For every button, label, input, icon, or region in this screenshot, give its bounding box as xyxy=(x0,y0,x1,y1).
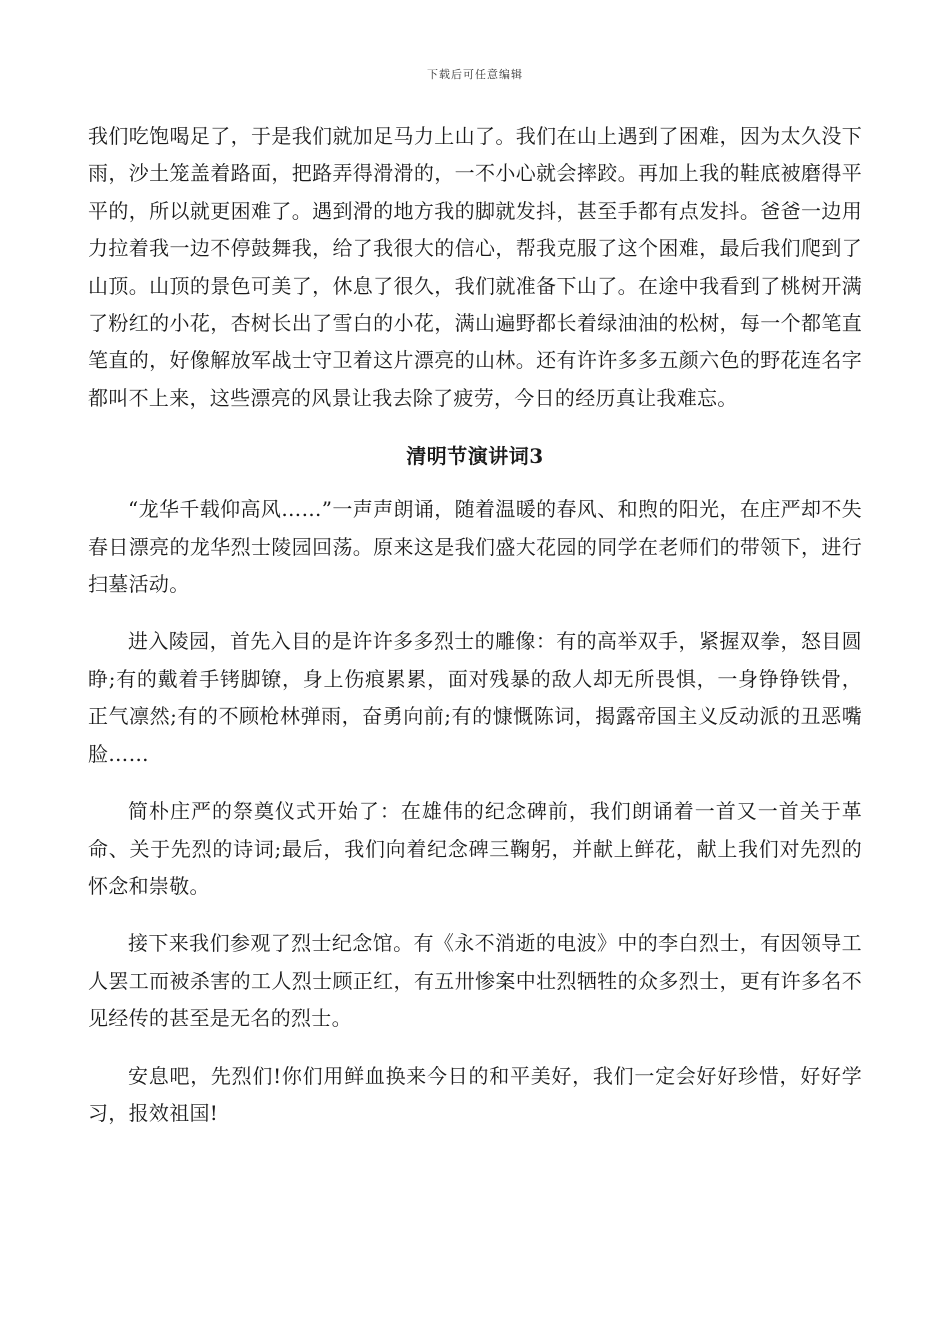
paragraph-3: 简朴庄严的祭奠仪式开始了：在雄伟的纪念碑前，我们朗诵着一首又一首关于革命、关于先烈的诗词;最后，我们向着纪念碑三鞠躬，并献上鲜花，献上我们对先烈的怀念和崇敬。 xyxy=(88,799,862,898)
section-title: 清明节演讲词3 xyxy=(406,444,544,469)
intro-paragraph: 我们吃饱喝足了，于是我们就加足马力上山了。我们在山上遇到了困难，因为太久没下雨，沙土笼盖着路面，把路弄得滑滑的，一不小心就会摔跤。再加上我的鞋底被磨得平平的，所以就更困难了。遇到滑的地方我的脚就发抖，甚至手都有点发抖。爸爸一边用力拉着我一边不停鼓舞我，给了我很大的信心，帮我克服了这个困难，最后我们爬到了山顶。山顶的景色可美了，休息了很久，我们就准备下山了。在途中我看到了桃树开满了粉红的小花，杏树长出了雪白的小花，满山遍野都长着绿油油的松树，每一个都笔直笔直的，好像解放军战士守卫着这片漂亮的山林。还有许许多多五颜六色的野花连名字都叫不上来，这些漂亮的风景让我去除了疲劳，今日的经历真让我难忘。 xyxy=(88,124,862,410)
paragraph-5: 安息吧，先烈们!你们用鲜血换来今日的和平美好，我们一定会好好珍惜，好好学习，报效祖国! xyxy=(88,1063,862,1125)
paragraph-2: 进入陵园，首先入目的是许许多多烈士的雕像：有的高举双手，紧握双拳，怒目圆睁;有的戴着手铐脚镣，身上伤痕累累，面对残暴的敌人却无所畏惧，一身铮铮铁骨，正气凛然;有的不顾枪林弹雨，奋勇向前;有的慷慨陈词，揭露帝国主义反动派的丑恶嘴脸…… xyxy=(88,629,862,766)
paragraph-4: 接下来我们参观了烈士纪念馆。有《永不消逝的电波》中的李白烈士，有因领导工人罢工而被杀害的工人烈士顾正红，有五卅惨案中壮烈牺牲的众多烈士，更有许多名不见经传的甚至是无名的烈士。 xyxy=(88,931,862,1031)
document-body xyxy=(88,118,862,1132)
paragraph-1: “龙华千载仰高风……”一声声朗诵，随着温暖的春风、和煦的阳光，在庄严却不失春日漂亮的龙华烈士陵园回荡。原来这是我们盛大花园的同学在老师们的带领下，进行扫墓活动。 xyxy=(88,497,862,597)
header-note: 下载后可任意编辑 xyxy=(427,68,523,81)
